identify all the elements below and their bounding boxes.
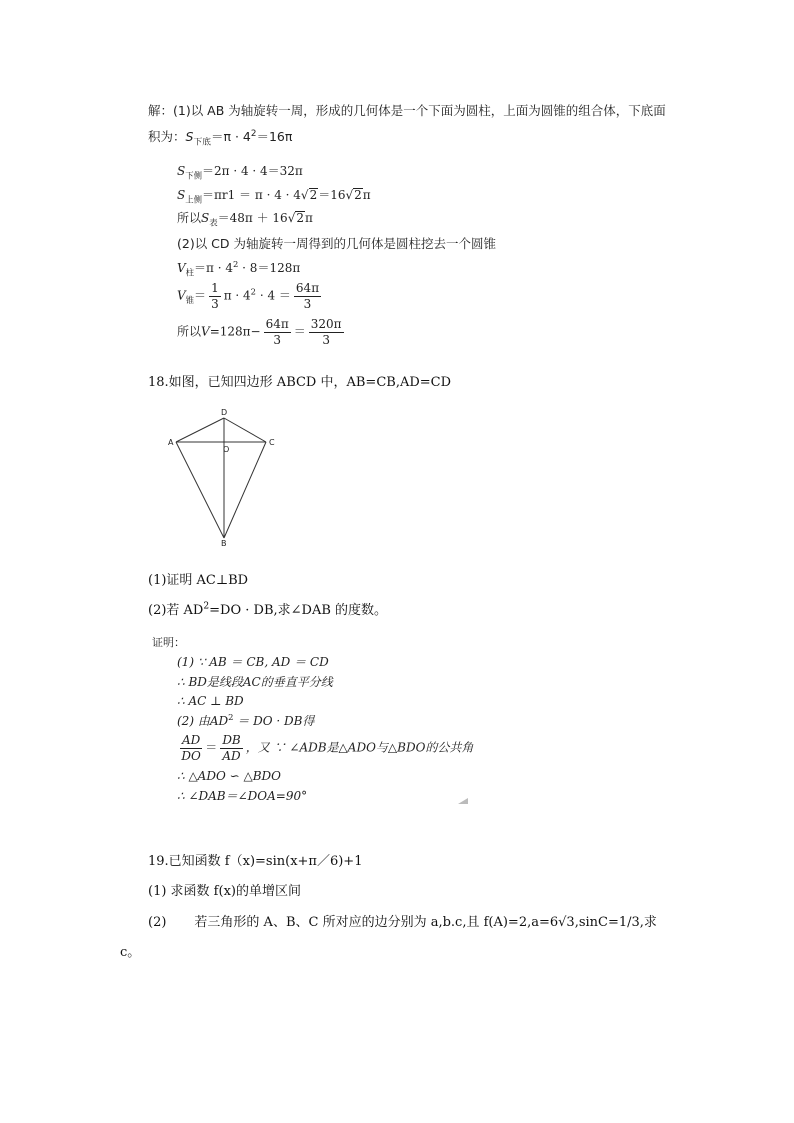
solution17-line4-sqrt2: 2 bbox=[354, 188, 362, 202]
segment-ab bbox=[176, 442, 224, 538]
solution17-line2 bbox=[148, 128, 293, 148]
solution17-line4-end: π bbox=[362, 188, 371, 202]
segment-ad bbox=[176, 418, 224, 442]
proof18-title: 证明： bbox=[152, 636, 185, 649]
solution17-line2-end: ＝16π bbox=[256, 129, 293, 144]
solution17-line7-rest: ＝π · 4 bbox=[194, 261, 234, 275]
proof18-p5-frac2 bbox=[220, 734, 242, 762]
solution17-line8-frac1 bbox=[209, 282, 221, 310]
proof18-p6: ∴ △ADO ∽ △BDO bbox=[177, 769, 281, 783]
solution17-line5-sqrt: 2 bbox=[296, 211, 304, 225]
solution17-line9-frac2 bbox=[309, 318, 344, 346]
question19-stem: 19.已知函数 f（x)=sin(x+π／6)+1 bbox=[148, 854, 363, 869]
question18-part2-a: (2)若 AD bbox=[148, 603, 204, 618]
solution17-line4-rest: ＝πr1 ＝ π · 4 · 4 bbox=[201, 188, 301, 202]
proof18-p4-exp: 2 bbox=[228, 712, 234, 722]
solution17-line5-prefix: 所以 bbox=[177, 211, 202, 225]
question18-stem: 18.如图，已知四边形 ABCD 中，AB=CB,AD=CD bbox=[148, 375, 452, 390]
proof18-p7: ∴ ∠DAB＝∠DOA=90° bbox=[177, 789, 308, 803]
proof18-p2: ∴ BD是线段AC的垂直平分线 bbox=[177, 675, 333, 689]
solution17-line9-prefix: 所以 bbox=[177, 324, 202, 339]
solution17-line8-sub: 锥 bbox=[185, 294, 195, 305]
solution17-line9-rest: =128π− bbox=[209, 324, 261, 339]
solution17-line9-frac1-den: 3 bbox=[273, 332, 281, 347]
solution17-line8-frac2-num: 64π bbox=[295, 281, 320, 295]
proof18-p5 bbox=[177, 734, 473, 762]
solution17-line8-frac1-num: 1 bbox=[211, 281, 219, 295]
solution17-line7-v: V bbox=[177, 261, 186, 275]
solution17-line4: $S_{上侧}=\pi r1 = \pi \cdot 4 \cdot 4√2=16√2\pi$ bbox=[177, 188, 371, 205]
solution17-line4-s: S bbox=[177, 188, 186, 202]
solution17-line7-sub: 柱 bbox=[185, 267, 195, 278]
proof18-p5-frac2-num: DB bbox=[222, 733, 241, 747]
solution17-line9 bbox=[177, 318, 347, 346]
label-d: D bbox=[221, 408, 228, 417]
solution17-line9-frac2-num: 320π bbox=[310, 317, 342, 331]
proof18-p5-frac1 bbox=[180, 734, 202, 762]
question19-part2-text: 若三角形的 A、B、C 所对应的边分别为 a,b.c,且 f(A)=2,a=6√3,sinC=1/3,求 bbox=[194, 915, 657, 930]
proof18-p4-a: (2) 由AD bbox=[177, 714, 229, 728]
solution17-line9-eq: ＝ bbox=[293, 324, 306, 339]
proof18-p5-frac1-num: AD bbox=[182, 733, 201, 747]
solution17-line2-rest: ＝π · 4 bbox=[210, 129, 251, 144]
question18-part2-exp: 2 bbox=[203, 601, 210, 612]
solution17-line9-frac2-den: 3 bbox=[322, 332, 330, 347]
solution17-line4-sqrt1: 2 bbox=[309, 188, 318, 202]
solution17-line3-rest: ＝2π · 4 · 4＝32π bbox=[201, 164, 303, 178]
question19-part2 bbox=[148, 916, 657, 929]
label-a: A bbox=[168, 438, 174, 447]
solution17-line2-s: S bbox=[185, 129, 194, 144]
solution17-line4-mid: ＝16 bbox=[318, 188, 346, 202]
label-b: B bbox=[221, 539, 227, 548]
proof18-p5-frac1-den: DO bbox=[181, 748, 201, 763]
proof18-p4 bbox=[177, 712, 315, 728]
solution17-line8-mid2: · 4 ＝ bbox=[256, 288, 291, 303]
solution17-line5-rest: ＝48π ＋ 16 bbox=[217, 211, 288, 225]
solution17-line1: 解：(1)以 AB 为轴旋转一周，形成的几何体是一个下面为圆柱，上面为圆锥的组合体，下底面 bbox=[148, 103, 666, 118]
solution17-line4-sub: 上侧 bbox=[185, 194, 202, 205]
segment-cb bbox=[224, 442, 266, 538]
solution17-line8-frac2-den: 3 bbox=[303, 296, 312, 311]
solution17-line5-sub: 表 bbox=[209, 217, 218, 228]
solution17-line8-frac2 bbox=[294, 282, 321, 310]
solution17-line8-exp: 2 bbox=[250, 286, 257, 297]
segment-dc bbox=[224, 418, 266, 442]
solution17-line2-prefix: 积为： bbox=[148, 129, 186, 144]
question19-part2-num: (2) bbox=[148, 915, 167, 930]
solution17-line7 bbox=[177, 259, 301, 278]
solution17-line5-s: S bbox=[201, 211, 210, 225]
kite-figure bbox=[166, 404, 286, 549]
solution17-line9-frac1-num: 64π bbox=[265, 317, 289, 331]
question19-part1: (1) 求函数 f(x)的单增区间 bbox=[148, 884, 301, 899]
scan-mark-icon bbox=[458, 798, 468, 804]
proof18-p5-frac2-den: AD bbox=[222, 748, 241, 763]
proof18-p1: (1) ∵ AB ＝ CB, AD ＝ CD bbox=[177, 655, 329, 669]
proof18-p4-b: ＝ DO · DB得 bbox=[233, 714, 315, 728]
solution17-line2-sub: 下底 bbox=[193, 137, 211, 148]
solution17-line3 bbox=[177, 164, 303, 181]
solution17-line9-frac1 bbox=[264, 318, 291, 346]
solution17-line5-end: π bbox=[304, 211, 313, 225]
solution17-line8-v: V bbox=[177, 288, 186, 303]
label-o: O bbox=[223, 445, 230, 454]
solution17-line7-exp: 2 bbox=[233, 259, 239, 269]
solution17-line8-mid: π · 4 bbox=[223, 288, 251, 303]
question18-part2-b: =DO · DB,求∠DAB 的度数。 bbox=[209, 603, 388, 618]
solution17-line8-frac1-den: 3 bbox=[211, 296, 219, 311]
solution17-line9-v: V bbox=[201, 324, 210, 339]
question19-part2-cont: c。 bbox=[120, 945, 141, 960]
solution17-line7-end: · 8＝128π bbox=[238, 261, 301, 275]
question18-part1: (1)证明 AC⊥BD bbox=[148, 573, 249, 588]
proof18-p5-eq: ＝ bbox=[205, 740, 218, 755]
solution17-line2-exp: 2 bbox=[250, 128, 257, 139]
solution17-line6: (2)以 CD 为轴旋转一周得到的几何体是圆柱挖去一个圆锥 bbox=[177, 236, 497, 251]
solution17-line8-eq: ＝ bbox=[194, 288, 207, 303]
solution17-line3-s: S bbox=[177, 164, 186, 178]
solution17-line5: 所以$S_表=48\pi + 16√2\pi$ bbox=[177, 211, 313, 228]
solution17-line8 bbox=[177, 282, 324, 310]
proof18-p5-rest: ，又 ∵ ∠ADB是△ADO与△BDO的公共角 bbox=[245, 740, 474, 755]
question18-part2 bbox=[148, 601, 388, 618]
solution17-line3-sub: 下侧 bbox=[185, 170, 202, 181]
label-c: C bbox=[269, 438, 275, 447]
proof18-p3: ∴ AC ⊥ BD bbox=[177, 694, 244, 708]
